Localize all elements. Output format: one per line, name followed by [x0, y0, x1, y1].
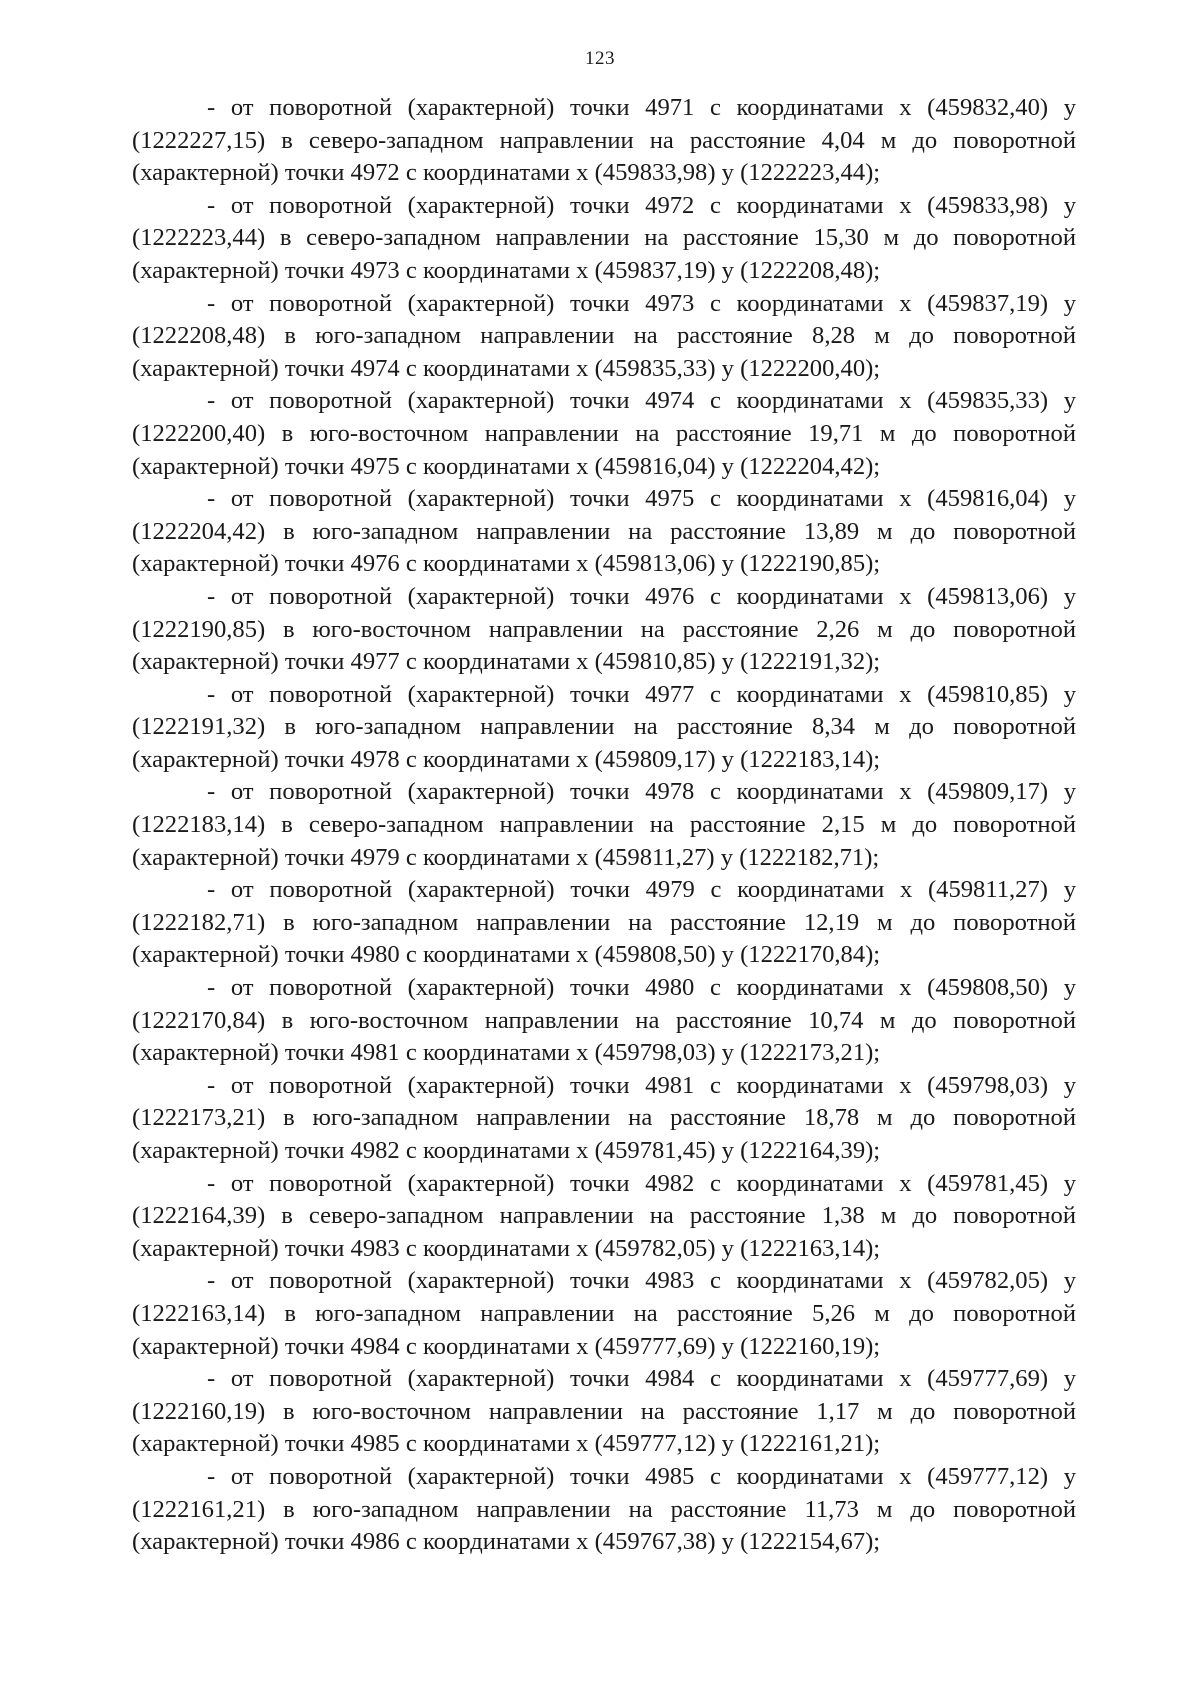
paragraph-4984: - от поворотной (характерной) точки 4984 с координатами х (459777,69) у (1222160,19) в юго-восточном направлении на расстояние 1,17 м до поворотной (характерной) точки 4985 с координатами х (459777,12) у (1222161,21);: [132, 1365, 1076, 1458]
paragraph-4981: - от поворотной (характерной) точки 4981 с координатами х (459798,03) у (1222173,21) в юго-западном направлении на расстояние 18,78 м до поворотной (характерной) точки 4982 с координатами х (459781,45) у (1222164,39);: [132, 1071, 1076, 1164]
paragraph-4980: - от поворотной (характерной) точки 4980 с координатами х (459808,50) у (1222170,84) в юго-восточном направлении на расстояние 10,74 м до поворотной (характерной) точки 4981 с координатами х (459798,03) у (1222173,21);: [132, 974, 1076, 1067]
paragraph-4982: - от поворотной (характерной) точки 4982 с координатами х (459781,45) у (1222164,39) в северо-западном направлении на расстояние 1,38 м до поворотной (характерной) точки 4983 с координатами х (459782,05) у (1222163,14);: [132, 1169, 1076, 1262]
paragraph-4973: - от поворотной (характерной) точки 4973 с координатами х (459837,19) у (1222208,48) в юго-западном направлении на расстояние 8,28 м до поворотной (характерной) точки 4974 с координатами х (459835,33) у (1222200,40);: [132, 289, 1076, 382]
paragraph-4975: - от поворотной (характерной) точки 4975 с координатами х (459816,04) у (1222204,42) в юго-западном направлении на расстояние 13,89 м до поворотной (характерной) точки 4976 с координатами х (459813,06) у (1222190,85);: [132, 485, 1076, 578]
paragraph-4985: - от поворотной (характерной) точки 4985 с координатами х (459777,12) у (1222161,21) в юго-западном направлении на расстояние 11,73 м до поворотной (характерной) точки 4986 с координатами х (459767,38) у (1222154,67);: [132, 1462, 1076, 1556]
paragraph-4974: - от поворотной (характерной) точки 4974 с координатами х (459835,33) у (1222200,40) в юго-восточном направлении на расстояние 19,71 м до поворотной (характерной) точки 4975 с координатами х (459816,04) у (1222204,42);: [132, 387, 1076, 480]
paragraph-4972: - от поворотной (характерной) точки 4972 с координатами х (459833,98) у (1222223,44) в северо-западном направлении на расстояние 15,30 м до поворотной (характерной) точки 4973 с координатами х (459837,19) у (1222208,48);: [132, 191, 1076, 284]
paragraph-4977: - от поворотной (характерной) точки 4977 с координатами х (459810,85) у (1222191,32) в юго-западном направлении на расстояние 8,34 м до поворотной (характерной) точки 4978 с координатами х (459809,17) у (1222183,14);: [132, 680, 1076, 773]
paragraph-4978: - от поворотной (характерной) точки 4978 с координатами х (459809,17) у (1222183,14) в северо-западном направлении на расстояние 2,15 м до поворотной (характерной) точки 4979 с координатами х (459811,27) у (1222182,71);: [132, 778, 1076, 871]
paragraph-4971: - от поворотной (характерной) точки 4971 с координатами х (459832,40) у (1222227,15) в северо-западном направлении на расстояние 4,04 м до поворотной (характерной) точки 4972 с координатами х (459833,98) у (1222223,44);: [132, 94, 1076, 187]
page-number: 123: [585, 48, 615, 69]
paragraph-4976: - от поворотной (характерной) точки 4976 с координатами х (459813,06) у (1222190,85) в юго-восточном направлении на расстояние 2,26 м до поворотной (характерной) точки 4977 с координатами х (459810,85) у (1222191,32);: [132, 582, 1076, 676]
document-body: [132, 92, 1076, 1559]
paragraph-4979: - от поворотной (характерной) точки 4979 с координатами х (459811,27) у (1222182,71) в юго-западном направлении на расстояние 12,19 м до поворотной (характерной) точки 4980 с координатами х (459808,50) у (1222170,84);: [132, 876, 1076, 969]
paragraph-4983: - от поворотной (характерной) точки 4983 с координатами х (459782,05) у (1222163,14) в юго-западном направлении на расстояние 5,26 м до поворотной (характерной) точки 4984 с координатами х (459777,69) у (1222160,19);: [132, 1267, 1076, 1360]
